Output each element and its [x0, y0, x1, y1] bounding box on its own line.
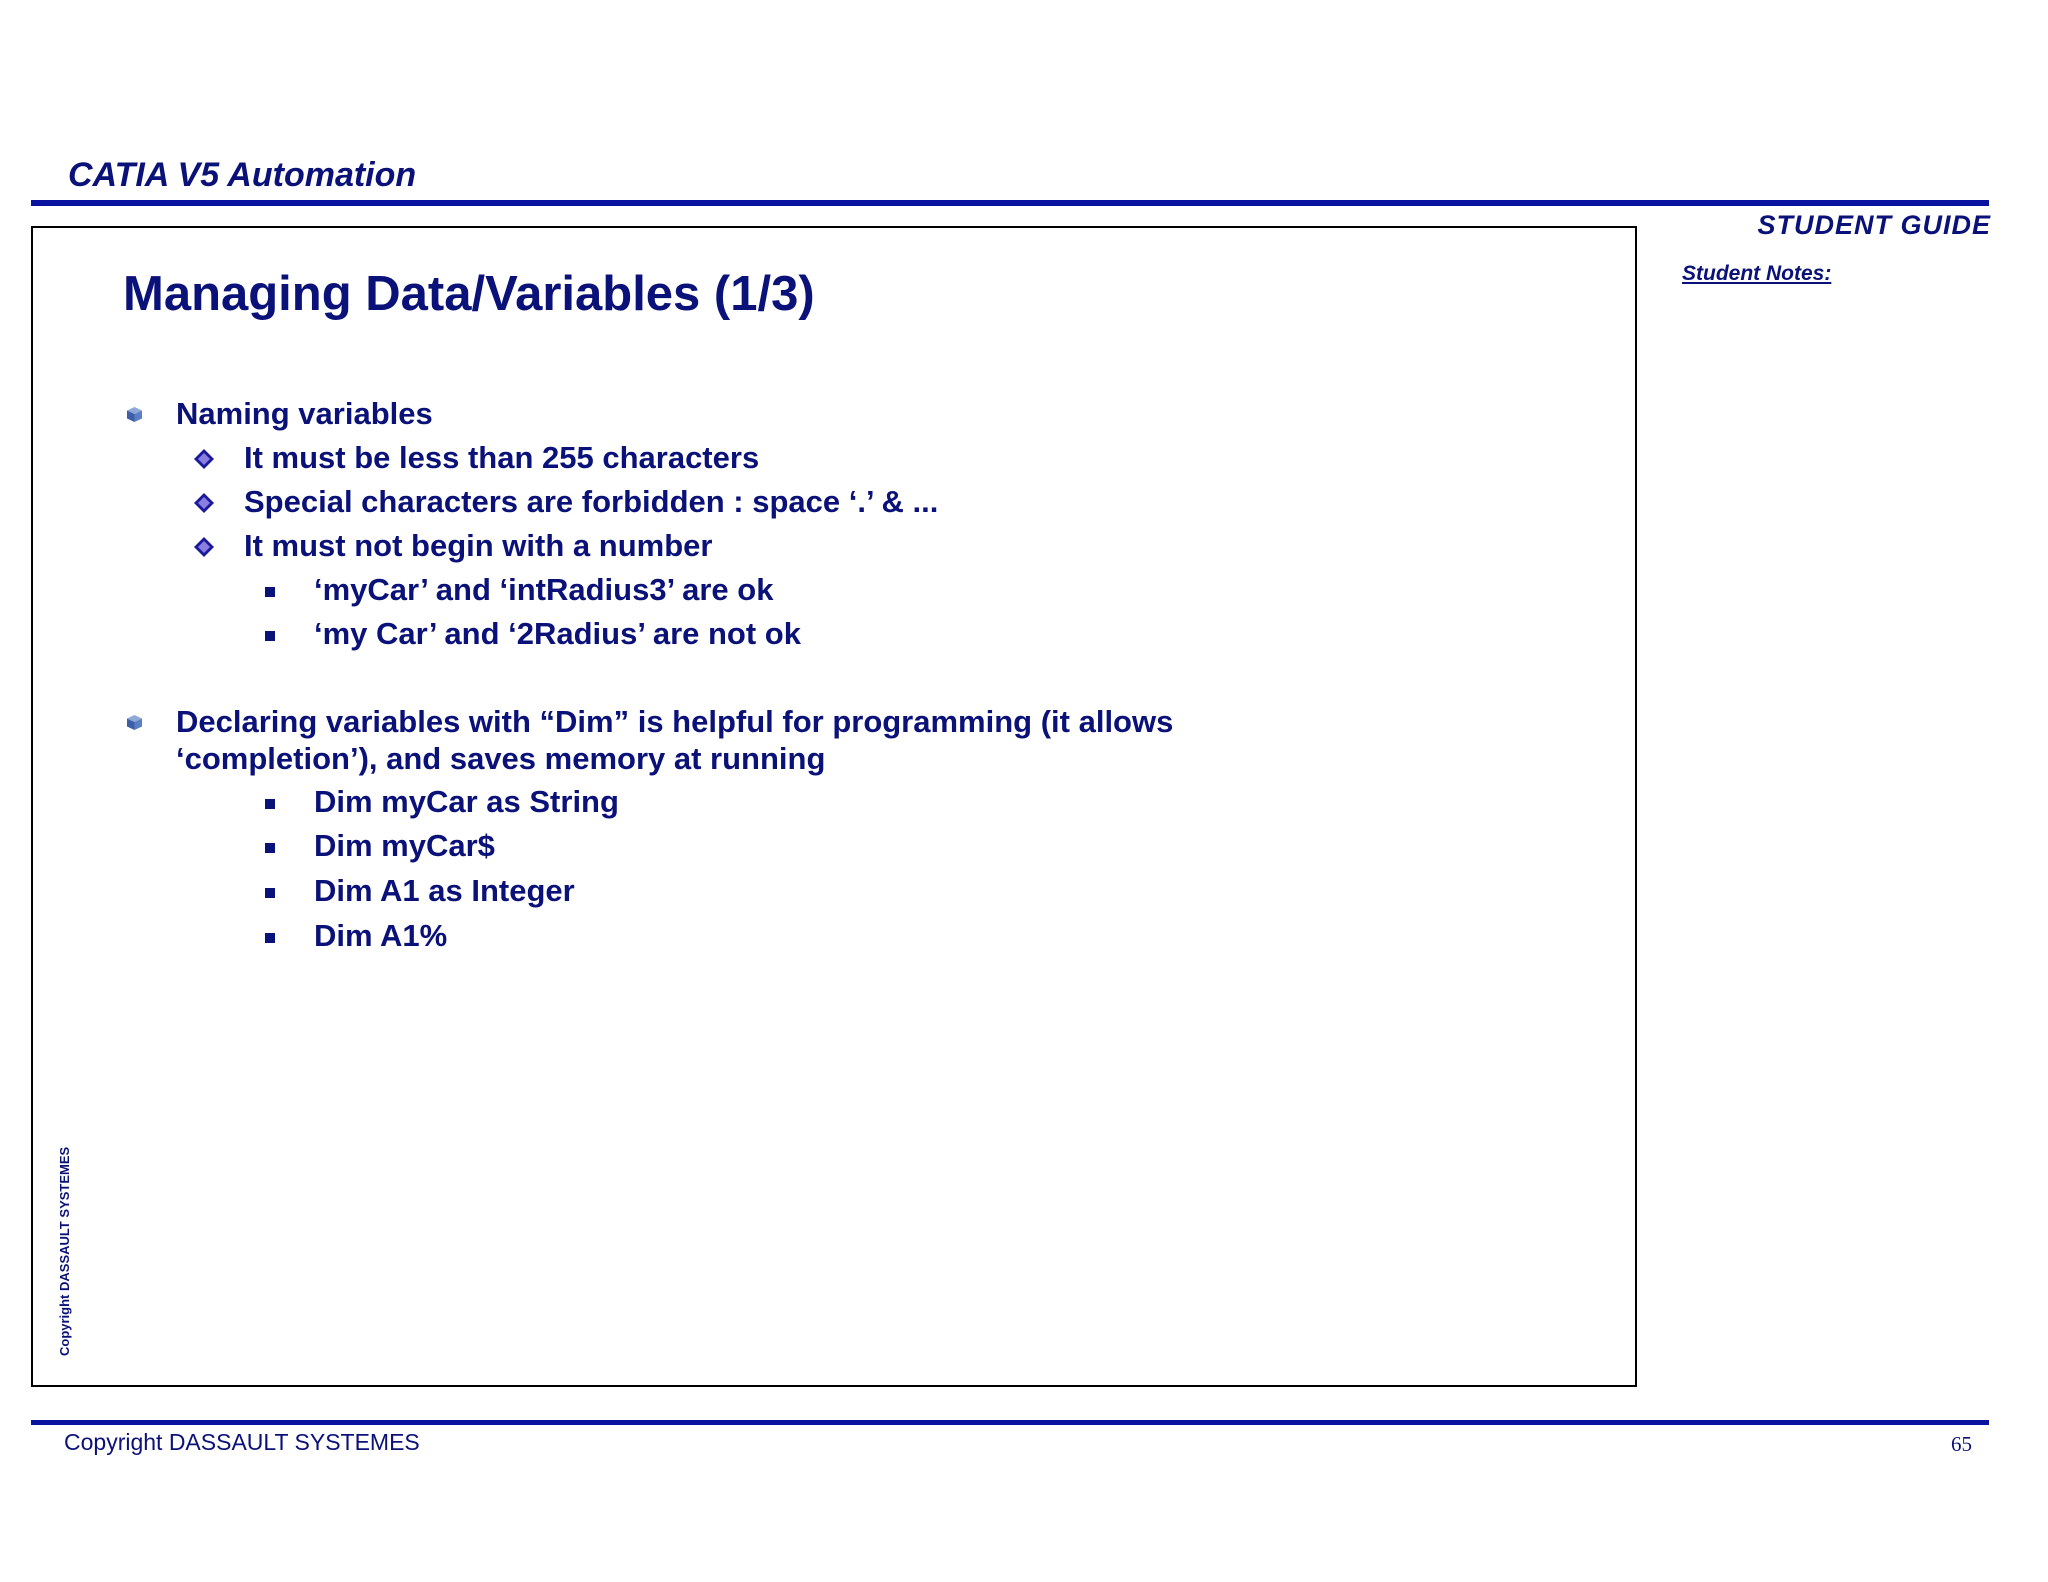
footer-rule	[31, 1420, 1989, 1425]
list-item: Special characters are forbidden : space ‘.’ & ...	[244, 484, 939, 519]
cube-bullet-icon	[126, 406, 143, 423]
document-title: CATIA V5 Automation	[68, 156, 417, 194]
vertical-copyright: Copyright DASSAULT SYSTEMES	[57, 1146, 72, 1356]
square-bullet-icon	[265, 631, 275, 641]
diamond-bullet-icon	[193, 448, 215, 470]
list-item: ‘myCar’ and ‘intRadius3’ are ok	[314, 572, 774, 607]
square-bullet-icon	[265, 799, 275, 809]
list-item: Dim A1 as Integer	[314, 873, 575, 908]
cube-bullet-icon	[126, 714, 143, 731]
list-item: It must be less than 255 characters	[244, 440, 760, 475]
page-number: 65	[1951, 1432, 1972, 1456]
square-bullet-icon	[265, 888, 275, 898]
list-item: Dim A1%	[314, 918, 448, 953]
square-bullet-icon	[265, 933, 275, 943]
student-guide-label: STUDENT GUIDE	[1757, 210, 1991, 240]
list-item: Declaring variables with “Dim” is helpful for programming (it allows	[176, 704, 1174, 739]
list-item: ‘my Car’ and ‘2Radius’ are not ok	[314, 616, 801, 651]
slide-title: Managing Data/Variables (1/3)	[123, 267, 815, 321]
square-bullet-icon	[265, 843, 275, 853]
list-item: Naming variables	[176, 396, 433, 431]
diamond-bullet-icon	[193, 492, 215, 514]
square-bullet-icon	[265, 587, 275, 597]
list-item: It must not begin with a number	[244, 528, 713, 563]
footer-copyright: Copyright DASSAULT SYSTEMES	[64, 1429, 420, 1455]
diamond-bullet-icon	[193, 536, 215, 558]
list-item: Dim myCar as String	[314, 784, 619, 819]
student-notes-label: Student Notes:	[1682, 262, 1832, 285]
list-item: Dim myCar$	[314, 828, 495, 863]
list-item-continuation: ‘completion’), and saves memory at running	[176, 741, 826, 776]
